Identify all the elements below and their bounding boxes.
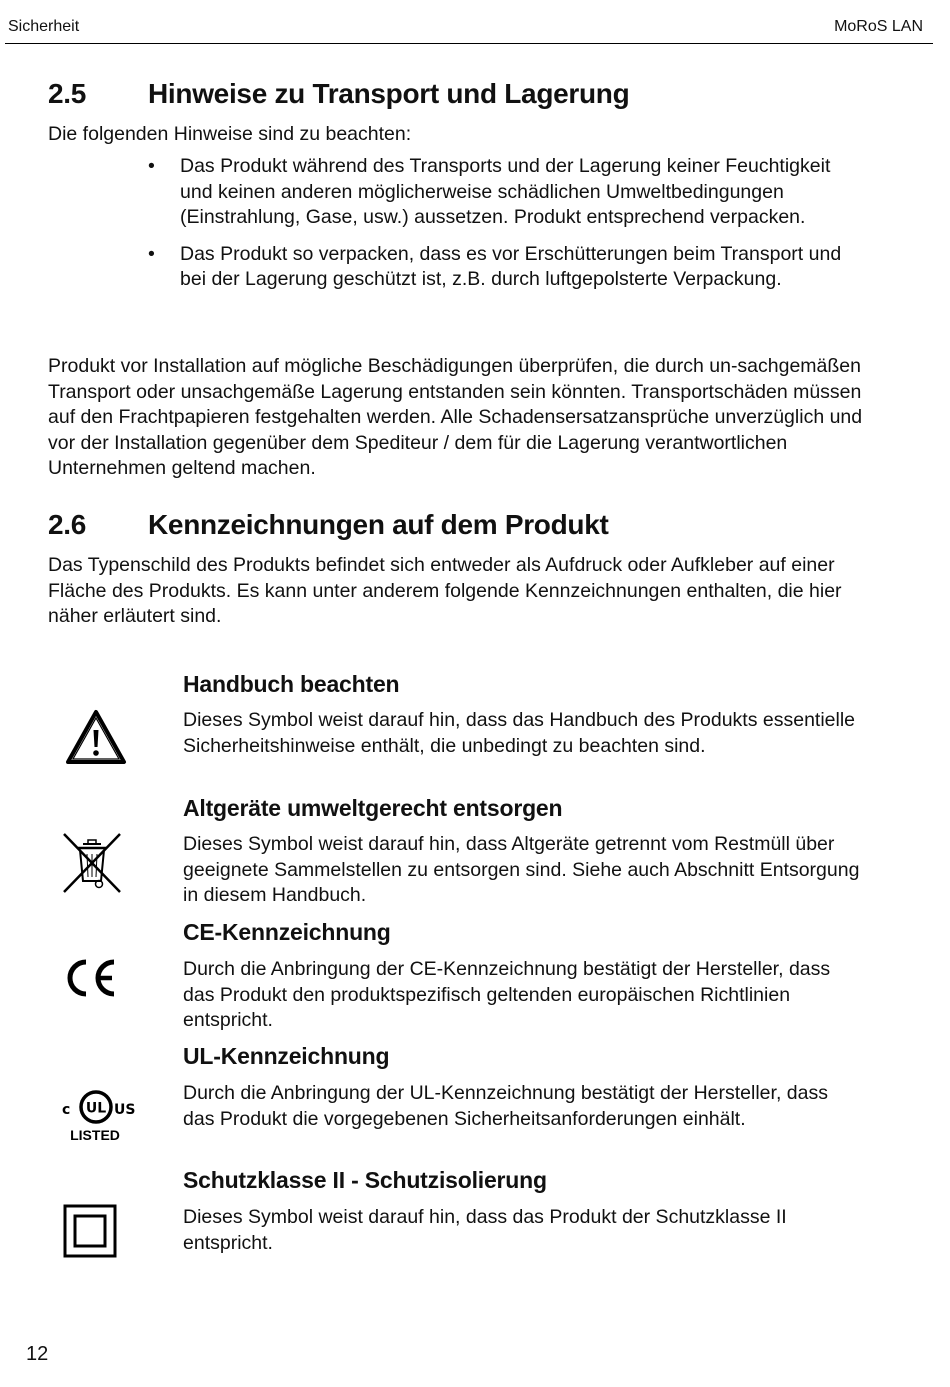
section-title: Hinweise zu Transport und Lagerung	[148, 78, 630, 109]
list-item: • Das Produkt so verpacken, dass es vor Erschütterungen beim Transport und bei der Lagerung geschützt ist, z.B. durch luftgepolsterte Verpackung.	[145, 242, 865, 293]
section-2-6-heading	[48, 509, 609, 541]
running-header-left: Sicherheit	[8, 18, 80, 35]
ul-logo-text: UL	[85, 1100, 107, 1117]
section-2-6-intro: Das Typenschild des Produkts befindet sich entweder als Aufdruck oder Aufkleber auf einer Fläche des Produkts. Es kann unter anderem folgende Kennzeichnungen enthalten, die hier näher erläutert sind.	[48, 554, 842, 627]
section-2-5-heading	[48, 78, 629, 110]
crossed-bin-icon	[61, 831, 123, 895]
ul-logo-listed: LISTED	[70, 1127, 120, 1143]
transport-bullet-list	[145, 154, 865, 304]
ul-listed-icon	[58, 1077, 142, 1145]
symbol-description: Durch die Anbringung der UL-Kennzeichnung bestätigt der Hersteller, dass das Produkt die vorgegebenen Sicherheitsanforderungen einhält.	[183, 1082, 828, 1130]
warning-triangle-icon	[64, 708, 128, 766]
section-number: 2.5	[48, 78, 87, 109]
section-number: 2.6	[48, 509, 87, 540]
list-item: • Das Produkt während des Transports und der Lagerung keiner Feuchtigkeit und keinen anderen möglicherweise schädlichen Umweltbedingungen (Einstrahlung, Gase, usw.) aussetzen. Produkt entsprechend verpacken.	[145, 154, 865, 231]
transport-damage-paragraph: Produkt vor Installation auf mögliche Beschädigungen überprüfen, die durch un-sachgemäßen Transport oder unsachgemäße Lagerung entstanden sein könnten. Transportschäden müssen auf den Frachtpapieren festgehalten werden. Alle Schadensersatzansprüche unverzüglich und vor der Installation gegenüber dem Spediteur / dem für die Lagerung verantwortlichen Unternehmen geltend machen.	[48, 355, 863, 479]
section-title: Kennzeichnungen auf dem Produkt	[148, 509, 609, 540]
running-header-right: MoRoS LAN	[834, 18, 923, 35]
symbol-title: UL-Kennzeichnung	[183, 1043, 390, 1069]
symbol-description: Dieses Symbol weist darauf hin, dass das Handbuch des Produkts essentielle Sicherheitshinweise enthält, die unbedingt zu beachten sind.	[183, 709, 856, 757]
symbol-description: Dieses Symbol weist darauf hin, dass Altgeräte getrennt vom Restmüll über geeignete Sammelstellen zu entsorgen sind. Siehe auch Abschnitt Entsorgung in diesem Handbuch.	[183, 833, 860, 906]
ce-mark-icon	[64, 958, 120, 998]
ul-logo-us: US	[114, 1102, 136, 1118]
symbol-description: Dieses Symbol weist darauf hin, dass das Produkt der Schutzklasse II entspricht.	[183, 1206, 787, 1254]
symbol-description: Durch die Anbringung der CE-Kennzeichnung bestätigt der Hersteller, dass das Produkt den produktspezifisch geltenden europäischen Richtlinien entspricht.	[183, 958, 831, 1031]
header-rule	[5, 43, 933, 44]
ul-logo-c: c	[62, 1102, 71, 1118]
symbol-title: Handbuch beachten	[183, 671, 400, 697]
section-2-5-intro: Die folgenden Hinweise sind zu beachten:	[48, 123, 412, 145]
page-number: 12	[26, 1343, 49, 1365]
symbol-title: Schutzklasse II - Schutzisolierung	[183, 1167, 547, 1193]
symbol-title: CE-Kennzeichnung	[183, 919, 391, 945]
symbol-title: Altgeräte umweltgerecht entsorgen	[183, 795, 563, 821]
double-square-icon	[63, 1204, 117, 1258]
